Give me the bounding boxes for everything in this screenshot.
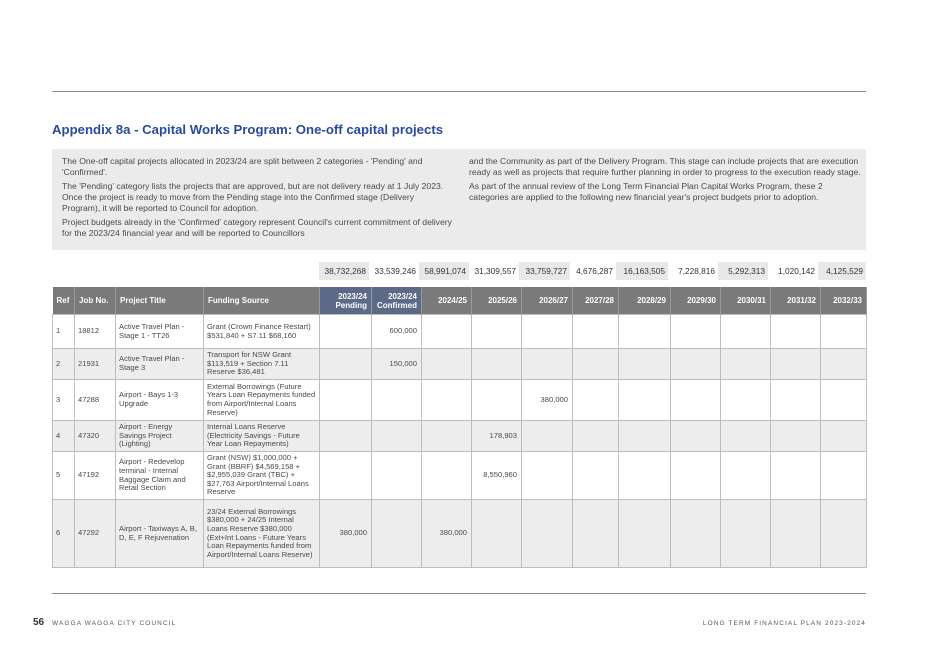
cell-2025-26 — [472, 500, 522, 568]
header-2030-31: 2030/31 — [721, 287, 771, 315]
cell-ref: 5 — [53, 452, 75, 500]
bottom-rule — [52, 593, 866, 594]
header-year: 2023/24 — [338, 291, 367, 301]
header-status: Confirmed — [377, 300, 417, 310]
cell-2030-31 — [721, 349, 771, 380]
cell-2024-25 — [422, 349, 472, 380]
cell-2023-24-pending — [320, 315, 372, 349]
cell-funding-source: Internal Loans Reserve (Electricity Savings - Future Year Loan Repayments) — [204, 421, 320, 452]
cell-2024-25: 380,000 — [422, 500, 472, 568]
cell-2023-24-pending — [320, 380, 372, 421]
cell-2027-28 — [573, 452, 619, 500]
cell-2031-32 — [771, 500, 821, 568]
capital-works-table — [52, 287, 867, 568]
cell-2024-25 — [422, 452, 472, 500]
cell-2029-30 — [671, 500, 721, 568]
cell-2031-32 — [771, 421, 821, 452]
cell-ref: 2 — [53, 349, 75, 380]
header-job-no: Job No. — [75, 287, 116, 315]
cell-2032-33 — [821, 421, 867, 452]
total-2030-31: 5,292,313 — [718, 262, 768, 280]
total-2027-28: 4,676,287 — [576, 266, 613, 276]
intro-right-column — [469, 156, 861, 206]
cell-2023-24-confirmed — [372, 452, 422, 500]
cell-job-no: 18812 — [75, 315, 116, 349]
cell-2028-29 — [619, 349, 671, 380]
cell-2031-32 — [771, 452, 821, 500]
cell-ref: 3 — [53, 380, 75, 421]
cell-2029-30 — [671, 349, 721, 380]
cell-project-title: Airport - Energy Savings Project (Lighting) — [116, 421, 204, 452]
total-2026-27: 33,759,727 — [519, 262, 570, 280]
cell-2031-32 — [771, 380, 821, 421]
cell-2030-31 — [721, 421, 771, 452]
cell-2026-27 — [522, 500, 573, 568]
cell-2031-32 — [771, 349, 821, 380]
cell-project-title: Airport - Bays 1-3 Upgrade — [116, 380, 204, 421]
intro-paragraph: The 'Pending' category lists the projects that are approved, but are not delivery ready at 1 July 2023. Once the project is ready to move from the Pending stage into the Confirmed stage (Delivery Program), it will be reported to Council for adoption. — [62, 181, 444, 213]
total-2025-26: 31,309,557 — [474, 266, 516, 276]
header-funding-source: Funding Source — [204, 287, 320, 315]
cell-2030-31 — [721, 500, 771, 568]
cell-2027-28 — [573, 349, 619, 380]
header-2026-27: 2026/27 — [522, 287, 573, 315]
cell-2029-30 — [671, 452, 721, 500]
header-2027-28: 2027/28 — [573, 287, 619, 315]
footer-organisation: WAGGA WAGGA CITY COUNCIL — [52, 620, 177, 627]
cell-2028-29 — [619, 380, 671, 421]
table-row — [53, 452, 867, 500]
table-row — [53, 349, 867, 380]
cell-2030-31 — [721, 452, 771, 500]
total-2023-24-pending: 38,732,268 — [319, 262, 369, 280]
cell-2031-32 — [771, 315, 821, 349]
header-2025-26: 2025/26 — [472, 287, 522, 315]
header-2029-30: 2029/30 — [671, 287, 721, 315]
cell-2032-33 — [821, 349, 867, 380]
cell-2028-29 — [619, 315, 671, 349]
cell-2029-30 — [671, 421, 721, 452]
cell-2028-29 — [619, 500, 671, 568]
cell-2029-30 — [671, 380, 721, 421]
table-row — [53, 500, 867, 568]
cell-2025-26 — [472, 349, 522, 380]
header-2028-29: 2028/29 — [619, 287, 671, 315]
cell-job-no: 47320 — [75, 421, 116, 452]
cell-2026-27 — [522, 315, 573, 349]
cell-funding-source: Transport for NSW Grant $113,519 + Section 7.11 Reserve $36,481 — [204, 349, 320, 380]
cell-2027-28 — [573, 421, 619, 452]
cell-funding-source: 23/24 External Borrowings $380,000 + 24/25 Internal Loans Reserve $380,000 (Ext+Int Loans - Future Years Loan Repayments funded from Airport/Internal Loans Reserve) — [204, 500, 320, 568]
cell-2024-25 — [422, 421, 472, 452]
cell-funding-source: Grant (NSW) $1,000,000 + Grant (BBRF) $4,569,158 + $2,955,039 Grant (TBC) + $27,763 Airport/Internal Loans Reserve — [204, 452, 320, 500]
cell-2029-30 — [671, 315, 721, 349]
cell-2023-24-confirmed — [372, 421, 422, 452]
cell-job-no: 47192 — [75, 452, 116, 500]
cell-2032-33 — [821, 452, 867, 500]
cell-project-title: Airport - Redevelop terminal - Internal Baggage Claim and Retail Section — [116, 452, 204, 500]
header-project-title: Project Title — [116, 287, 204, 315]
intro-paragraph: The One-off capital projects allocated in 2023/24 are split between 2 categories - 'Pending' and 'Confirmed'. — [62, 156, 423, 177]
cell-2023-24-confirmed — [372, 380, 422, 421]
cell-2032-33 — [821, 380, 867, 421]
cell-2025-26 — [472, 380, 522, 421]
total-2032-33: 4,125,529 — [818, 262, 866, 280]
header-year: 2023/24 — [388, 291, 417, 301]
intro-left-column — [62, 156, 454, 242]
header-2024-25: 2024/25 — [422, 287, 472, 315]
cell-ref: 6 — [53, 500, 75, 568]
cell-2026-27: 380,000 — [522, 380, 573, 421]
cell-2025-26: 178,903 — [472, 421, 522, 452]
header-ref: Ref — [53, 287, 75, 315]
cell-2028-29 — [619, 421, 671, 452]
cell-funding-source: External Borrowings (Future Years Loan Repayments funded from Airport/Internal Loans Reserve) — [204, 380, 320, 421]
header-2023-24-confirmed — [372, 287, 422, 315]
header-2031-32: 2031/32 — [771, 287, 821, 315]
intro-paragraph: Project budgets already in the 'Confirmed' category represent Council's current commitment of delivery for the 2023/24 financial year and will be reported to Councillors — [62, 217, 452, 238]
table-header-row — [53, 287, 867, 315]
totals-row — [0, 262, 928, 284]
cell-2023-24-confirmed: 150,000 — [372, 349, 422, 380]
cell-2023-24-confirmed: 600,000 — [372, 315, 422, 349]
cell-2023-24-pending — [320, 349, 372, 380]
total-2023-24-confirmed: 33,539,246 — [374, 266, 416, 276]
cell-job-no: 47288 — [75, 380, 116, 421]
intro-panel — [52, 149, 866, 250]
page-title: Appendix 8a - Capital Works Program: One-off capital projects — [52, 122, 444, 137]
cell-2030-31 — [721, 380, 771, 421]
table-row — [53, 380, 867, 421]
cell-2032-33 — [821, 500, 867, 568]
header-status: Pending — [335, 300, 367, 310]
intro-paragraph: and the Community as part of the Delivery Program. This stage can include projects that are execution ready as well as projects that require further planning in order to progress to the execution ready stage. — [469, 156, 861, 177]
cell-2023-24-pending: 380,000 — [320, 500, 372, 568]
cell-2023-24-pending — [320, 452, 372, 500]
cell-2030-31 — [721, 315, 771, 349]
cell-project-title: Airport - Taxiways A, B, D, E, F Rejuvenation — [116, 500, 204, 568]
intro-paragraph: As part of the annual review of the Long Term Financial Plan Capital Works Program, these 2 categories are applied to the following new financial year's project budgets prior to adoption. — [469, 181, 823, 202]
cell-project-title: Active Travel Plan - Stage 3 — [116, 349, 204, 380]
cell-job-no: 47292 — [75, 500, 116, 568]
cell-2026-27 — [522, 349, 573, 380]
cell-2023-24-confirmed — [372, 500, 422, 568]
cell-2023-24-pending — [320, 421, 372, 452]
cell-project-title: Active Travel Plan - Stage 1 - TT26 — [116, 315, 204, 349]
cell-2027-28 — [573, 315, 619, 349]
cell-2027-28 — [573, 380, 619, 421]
cell-2024-25 — [422, 315, 472, 349]
top-rule — [52, 91, 866, 92]
cell-2026-27 — [522, 421, 573, 452]
total-2029-30: 7,228,816 — [678, 266, 715, 276]
header-2032-33: 2032/33 — [821, 287, 867, 315]
page-number: 56 — [33, 617, 45, 628]
cell-2025-26: 8,550,960 — [472, 452, 522, 500]
total-2031-32: 1,020,142 — [778, 266, 815, 276]
total-2024-25: 58,991,074 — [419, 262, 469, 280]
cell-2032-33 — [821, 315, 867, 349]
header-2023-24-pending — [320, 287, 372, 315]
cell-2024-25 — [422, 380, 472, 421]
table-row — [53, 315, 867, 349]
cell-2028-29 — [619, 452, 671, 500]
cell-job-no: 21931 — [75, 349, 116, 380]
table-row — [53, 421, 867, 452]
cell-funding-source: Grant (Crown Finance Restart) $531,840 + S7.11 $68,160 — [204, 315, 320, 349]
footer-document-title: LONG TERM FINANCIAL PLAN 2023-2024 — [702, 620, 866, 627]
cell-2025-26 — [472, 315, 522, 349]
cell-ref: 4 — [53, 421, 75, 452]
cell-2026-27 — [522, 452, 573, 500]
total-2028-29: 16,163,505 — [616, 262, 668, 280]
cell-2027-28 — [573, 500, 619, 568]
cell-ref: 1 — [53, 315, 75, 349]
